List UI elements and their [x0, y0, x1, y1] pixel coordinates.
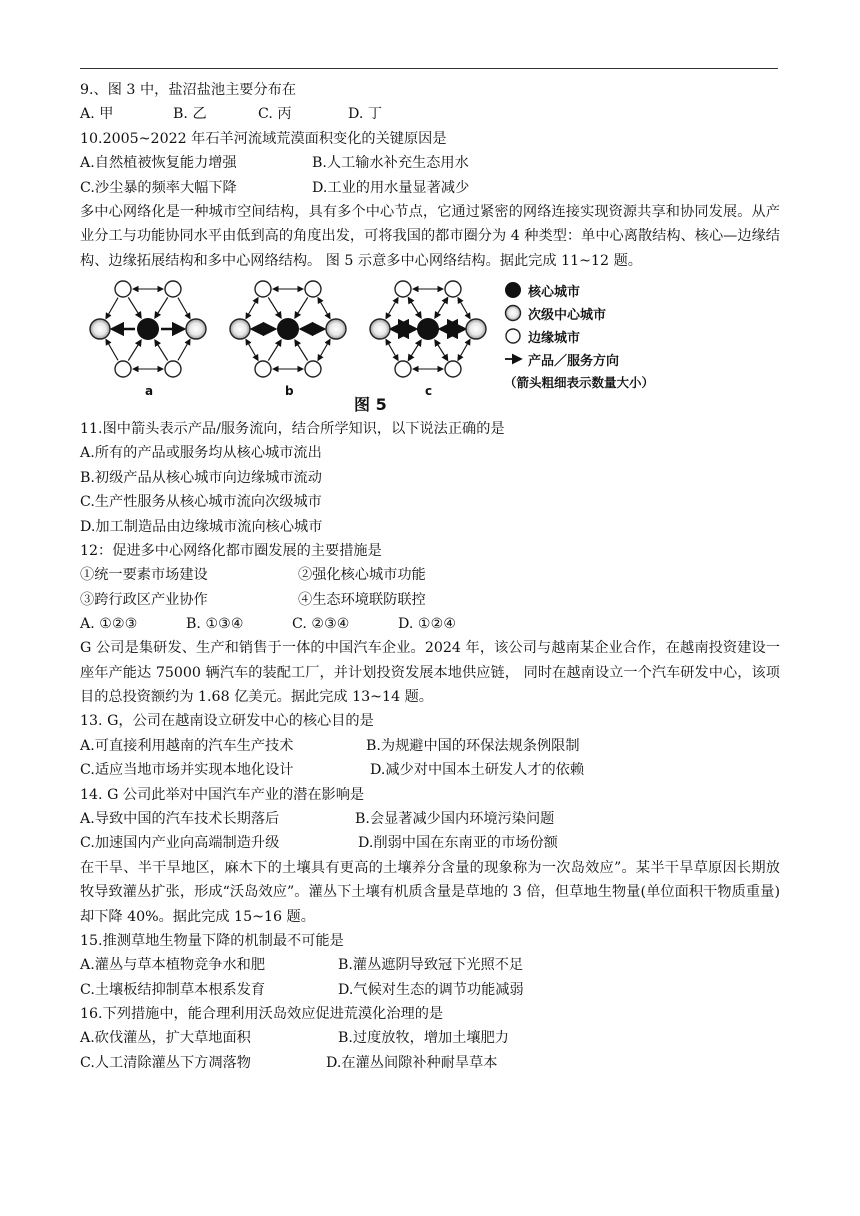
edge-city-node: [305, 361, 321, 377]
q13-option-a[interactable]: A.可直接利用越南的汽车生产技术: [80, 737, 294, 754]
top-rule: [80, 68, 778, 69]
edge-city-node: [395, 361, 411, 377]
exam-page: [80, 78, 780, 1075]
q14-options-row2: [80, 831, 780, 855]
flow-arrow: [318, 298, 330, 319]
q16-options-row1: [80, 1026, 780, 1050]
q15-options-row2: [80, 978, 780, 1002]
q12-options: [80, 612, 780, 636]
panel-label-c: c: [425, 383, 433, 398]
q13-option-d[interactable]: D.减少对中国本土研发人才的依赖: [370, 762, 585, 779]
legend-edge-label: 边缘城市: [528, 330, 581, 346]
flow-arrow: [386, 339, 398, 360]
flow-arrow: [408, 340, 421, 360]
q11-option-d[interactable]: D.加工制造品由边缘城市流向核心城市: [80, 518, 323, 535]
q15-option-c[interactable]: C.土壤板结抑制草本根系发育: [80, 981, 266, 998]
core-city-node: [417, 318, 439, 340]
flow-arrow: [386, 298, 398, 319]
passage-15-16: 在干旱、半干旱地区，麻木下的土壤具有更高的土壤养分含量的现象称为一次岛效应”。某半干旱草原因长期放牧导致灌丛扩张，形成“沃岛效应”。灌丛下土壤有机质含量是草地的 3 倍，但草地生物量(单位面积干物质重量)却下降 40%。据此完成 15~16 题。: [80, 859, 780, 925]
edge-city-node: [305, 281, 321, 297]
edge-city-node: [165, 361, 181, 377]
q10-options-row2: [80, 176, 780, 200]
flow-arrow: [458, 298, 470, 319]
flow-arrow: [128, 297, 141, 317]
legend-note: （箭头粗细表示数量大小）: [504, 374, 655, 390]
flow-arrow: [268, 297, 281, 317]
q15-options-row1: [80, 953, 780, 977]
q14-option-a[interactable]: A.导致中国的汽车技术长期落后: [80, 811, 280, 828]
secondary-city-node: [230, 319, 250, 339]
flow-arrow: [268, 340, 281, 360]
secondary-city-node: [186, 319, 206, 339]
passage-11-12: 多中心网络化是一种城市空间结构，具有多个中心节点，它通过紧密的网络连接实现资源共享和协同发展。从产业分工与功能协同水平由低到高的角度出发，可将我国的都市圈分为 4 种类型：单中心离散结构、核心—边缘结构、边缘拓展结构和多中心网络结构。 图 5 示意多中心网络结构。据此完成 11~12 题。: [80, 203, 780, 269]
legend-edge-symbol: [506, 329, 520, 343]
q11-option-a[interactable]: A.所有的产品或服务均从核心城市流出: [80, 445, 322, 462]
q9-stem: 9.、图 3 中，盐沼盐池主要分布在: [80, 82, 297, 98]
q12-items-row2: [80, 588, 780, 612]
q14-stem: 14. G 公司此举对中国汽车产业的潜在影响是: [80, 786, 365, 803]
q13-option-c[interactable]: C.适应当地市场并实现本地化设计: [80, 762, 294, 779]
q14-option-b[interactable]: B.会显著减少国内环境污染问题: [355, 811, 555, 828]
edge-city-node: [115, 361, 131, 377]
flow-arrow: [246, 298, 258, 319]
flow-arrow: [435, 340, 448, 360]
q16-option-a[interactable]: A.砍伐灌丛，扩大草地面积: [80, 1030, 251, 1047]
q12-item-4: ④生态环境联防联控: [298, 591, 426, 608]
flow-arrow: [295, 297, 308, 317]
flow-arrow: [155, 297, 168, 317]
flow-arrow: [435, 297, 448, 317]
q10-options-row1: [80, 151, 780, 175]
figure-5: [80, 275, 780, 415]
panel-label-a: a: [145, 383, 154, 398]
flow-arrow: [458, 339, 470, 360]
secondary-city-node: [466, 319, 486, 339]
q9-option-b[interactable]: B. 乙: [173, 106, 207, 123]
q13-option-b[interactable]: B.为规避中国的环保法规条例限制: [366, 737, 580, 754]
q12-option-c[interactable]: C. ②③④: [292, 616, 350, 633]
secondary-city-node: [90, 319, 110, 339]
q9-options: [80, 102, 780, 126]
edge-city-node: [445, 281, 461, 297]
edge-city-node: [445, 361, 461, 377]
flow-arrow: [178, 339, 190, 360]
flow-arrow: [295, 340, 308, 360]
q12-option-a[interactable]: A. ①②③: [80, 616, 138, 633]
legend-core-symbol: [505, 282, 521, 298]
flow-arrow: [106, 339, 118, 360]
q15-option-a[interactable]: A.灌丛与草本植物竞争水和肥: [80, 957, 266, 974]
legend-flow-label: 产品／服务方向: [528, 353, 620, 369]
q10-stem: 10.2005~2022 年石羊河流域荒漠面积变化的关键原因是: [80, 130, 447, 147]
q12-item-2: ②强化核心城市功能: [298, 567, 426, 584]
edge-city-node: [255, 361, 271, 377]
q10-option-d[interactable]: D.工业的用水量显著减少: [312, 179, 470, 196]
passage-13-14: G 公司是集研发、生产和销售于一体的中国汽车企业。2024 年，该公司与越南某企业合作，在越南投资建设一座年产能达 75000 辆汽车的装配工厂，并计划投资发展本地供应链， 同时在越南设立一个汽车研发中心，该项目的总投资额约为 1.68 亿美元。据此完成 13~14 题。: [80, 640, 780, 706]
panel-label-b: b: [285, 383, 294, 398]
edge-city-node: [255, 281, 271, 297]
q10-option-a[interactable]: A.自然植被恢复能力增强: [80, 155, 237, 172]
q14-options-row1: [80, 807, 780, 831]
diagram-panels: [90, 281, 486, 377]
legend-secondary-label: 次级中心城市: [528, 307, 607, 323]
flow-arrow: [246, 339, 258, 360]
q13-options-row1: [80, 734, 780, 758]
q12-item-3: ③跨行政区产业协作: [80, 591, 208, 608]
q12-items-row1: [80, 563, 780, 587]
secondary-city-node: [370, 319, 390, 339]
q12-option-b[interactable]: B. ①③④: [186, 616, 244, 633]
q15-option-b[interactable]: B.灌丛遮阴导致冠下光照不足: [338, 957, 524, 974]
q12-stem: 12：促进多中心网络化都市圈发展的主要措施是: [80, 542, 382, 559]
core-city-node: [277, 318, 299, 340]
edge-city-node: [395, 281, 411, 297]
q16-option-c[interactable]: C.人工清除灌丛下方凋落物: [80, 1054, 251, 1071]
flow-arrow: [178, 298, 190, 319]
q9-option-c[interactable]: C. 丙: [258, 106, 292, 123]
q16-options-row2: [80, 1051, 780, 1075]
q15-stem: 15.推测草地生物量下降的机制最不可能是: [80, 932, 344, 949]
q11-option-c[interactable]: C.生产性服务从核心城市流向次级城市: [80, 494, 322, 511]
q12-item-1: ①统一要素市场建设: [80, 567, 208, 584]
q16-option-d[interactable]: D.在灌丛间隙补种耐旱草本: [326, 1054, 498, 1071]
q12-option-d[interactable]: D. ①②④: [398, 616, 457, 633]
q13-options-row2: [80, 758, 780, 782]
flow-arrow: [408, 297, 421, 317]
legend-secondary-symbol: [506, 305, 521, 320]
figure-caption: 图 5: [354, 394, 387, 414]
q10-option-c[interactable]: C.沙尘暴的频率大幅下降: [80, 179, 237, 196]
edge-city-node: [165, 281, 181, 297]
q11-option-b[interactable]: B.初级产品从核心城市向边缘城市流动: [80, 469, 322, 486]
q9-option-a[interactable]: A. 甲: [80, 106, 114, 123]
flow-arrow: [128, 340, 141, 360]
q16-stem: 16.下列措施中，能合理利用沃岛效应促进荒漠化治理的是: [80, 1005, 444, 1022]
q9-option-d[interactable]: D. 丁: [348, 106, 383, 123]
flow-arrow: [155, 340, 168, 360]
q10-option-b[interactable]: B.人工输水补充生态用水: [312, 155, 469, 172]
flow-arrow: [318, 339, 330, 360]
edge-city-node: [115, 281, 131, 297]
q15-option-d[interactable]: D.气候对生态的调节功能减弱: [338, 981, 524, 998]
q16-option-b[interactable]: B.过度放牧，增加土壤肥力: [338, 1030, 509, 1047]
secondary-city-node: [326, 319, 346, 339]
flow-arrow: [106, 298, 118, 319]
q13-stem: 13. G，公司在越南设立研发中心的核心目的是: [80, 713, 374, 730]
q14-option-d[interactable]: D.削弱中国在东南亚的市场份额: [358, 835, 558, 852]
legend-core-label: 核心城市: [528, 284, 581, 300]
core-city-node: [137, 318, 159, 340]
q11-stem: 11.图中箭头表示产品/服务流向，结合所学知识，以下说法正确的是: [80, 420, 505, 437]
q14-option-c[interactable]: C.加速国内产业向高端制造升级: [80, 835, 280, 852]
